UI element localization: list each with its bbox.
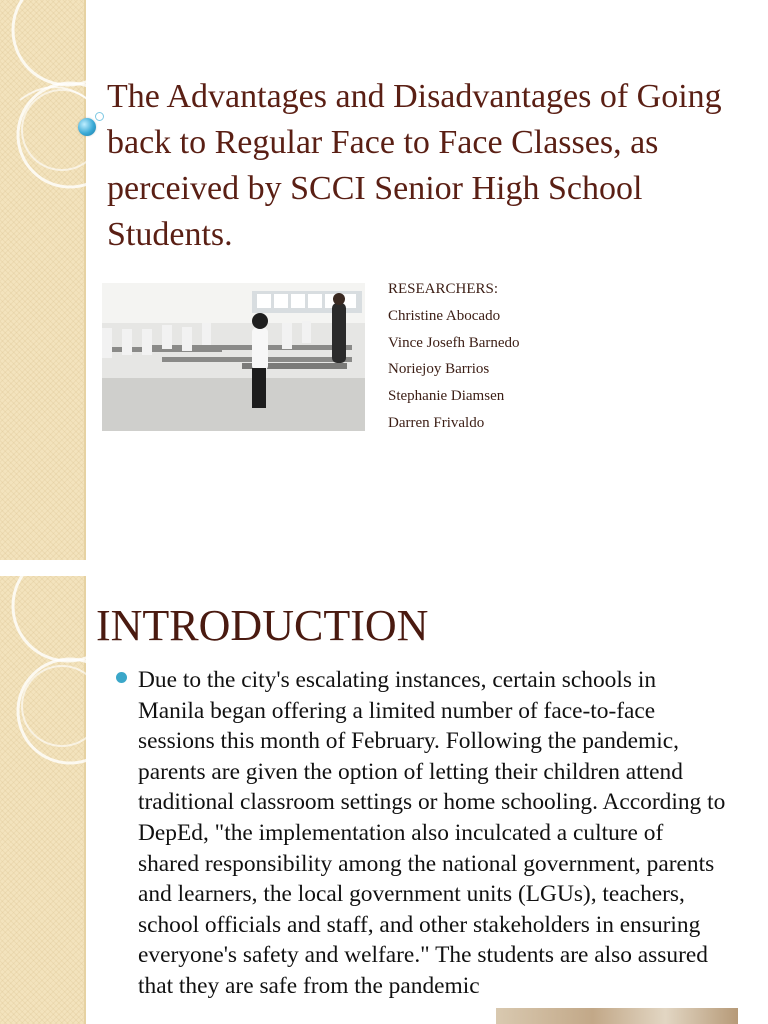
researcher-name: Christine Abocado [388,307,501,324]
researchers-heading: RESEARCHERS: [388,281,499,297]
researcher-name: Darren Frivaldo [388,414,485,431]
researchers-list [388,276,688,437]
blue-bubble-icon [78,118,96,136]
partial-photo [496,1008,738,1024]
bullet-icon [116,672,127,683]
classroom-photo [102,283,365,431]
researcher-name: Noriejoy Barrios [388,361,490,378]
section-heading: INTRODUCTION [96,601,429,650]
introduction-paragraph: Due to the city's escalating instances, certain schools in Manila began offering a limited number of face-to-face sessions this month of February. Following the pandemic, parents are given the option of letting their children attend traditional classroom settings or home schooling. According to DepEd, "the implementation also inculcated a culture of shared responsibility among the national government, parents and learners, the local government units (LGUs), teachers, school officials and staff, and other stakeholders in ensuring everyone's safety and welfare." The students are also assured that they are safe from the pandemic [138,667,726,999]
slide-title: The Advantages and Disadvantages of Going back to Regular Face to Face Classes, as perceived by SCCI Senior High School Students. [107,78,722,253]
introduction-slide [0,576,768,1024]
researcher-name: Vince Josefh Barnedo [388,334,520,351]
small-bubble-icon [95,112,104,121]
slide-separator [0,560,768,576]
researcher-name: Stephanie Diamsen [388,388,505,405]
